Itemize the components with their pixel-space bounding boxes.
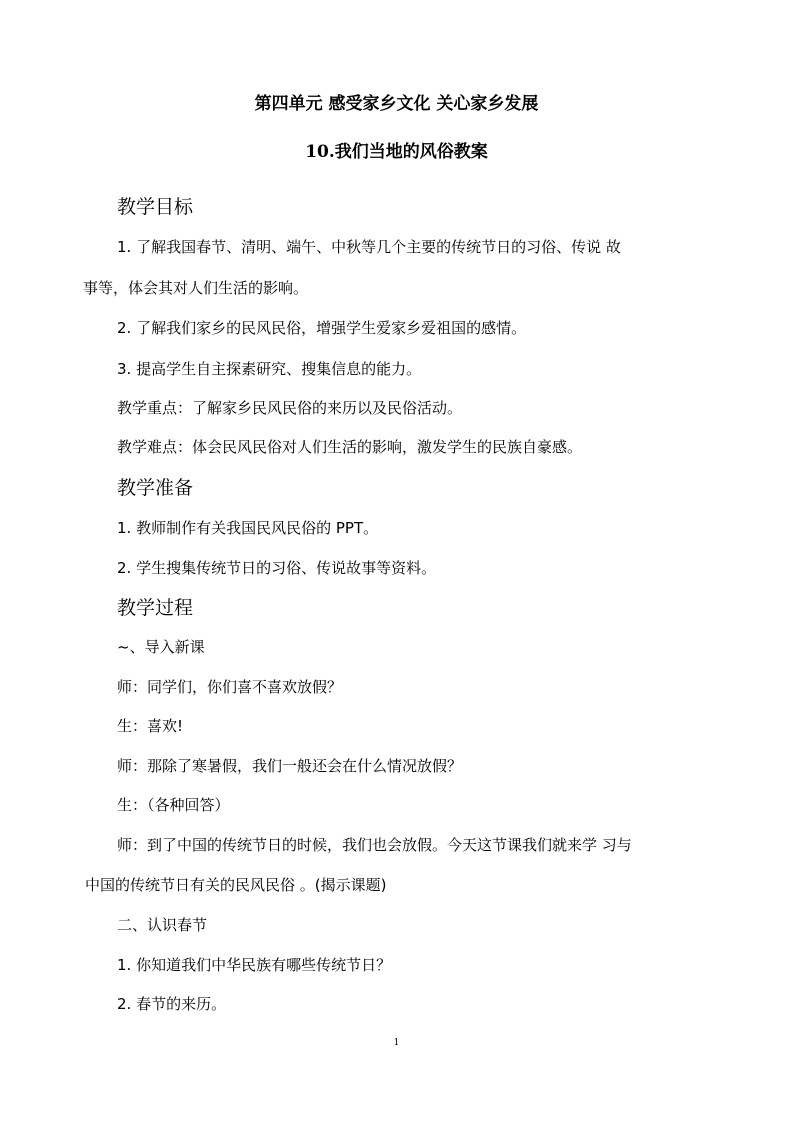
question-1: 1. 你知道我们中华民族有哪些传统节日？ [117,956,392,974]
page-number: 1 [393,1038,400,1048]
key-point: 教学重点：了解家乡民风民俗的来历以及民俗活动。 [117,399,463,417]
dialogue-line-2: 生：喜欢! [117,717,184,735]
objective-item-2: 2. 了解我们家乡的民风民俗，增强学生爱家乡爱祖国的感情。 [117,319,527,337]
dialogue-line-1: 师：同学们，你们喜不喜欢放假？ [117,678,343,696]
objective-item-1-line-1: 1. 了解我国春节、清明、端午、中秋等几个主要的传统节日的习俗、传说 故 [117,238,621,256]
preparation-heading: 教学准备 [117,477,194,499]
lesson-title: 10.我们当地的风俗教案 [305,142,488,162]
question-2: 2. 春节的来历。 [117,995,227,1013]
objectives-heading: 教学目标 [117,196,194,218]
dialogue-line-4: 生：（各种回答） [117,796,230,814]
dialogue-line-3: 师：那除了寒暑假，我们一般还会在什么情况放假？ [117,757,463,775]
preparation-item-1: 1. 教师制作有关我国民风民俗的 PPT。 [117,519,379,537]
preparation-item-2: 2. 学生搜集传统节日的习俗、传说故事等资料。 [117,559,437,577]
difficult-point: 教学难点：体会民风民俗对人们生活的影响，激发学生的民族自豪感。 [117,438,583,456]
process-part-2-title: 二、认识春节 [117,916,208,934]
unit-title: 第四单元 感受家乡文化 关心家乡发展 [254,94,539,114]
process-heading: 教学过程 [117,597,194,619]
objective-item-3: 3. 提高学生自主探素研究、搜集信息的能力。 [117,360,422,378]
objective-item-1-line-2: 事等，体会其对人们生活的影响。 [83,279,309,297]
dialogue-line-5-part-2: 中国的传统节日有关的民风民俗 。(揭示课题) [85,876,387,894]
process-part-1-title: ~、导入新课 [117,638,205,656]
dialogue-line-5-part-1: 师：到了中国的传统节日的时候，我们也会放假。今天这节课我们就来学 习与 [117,836,632,854]
